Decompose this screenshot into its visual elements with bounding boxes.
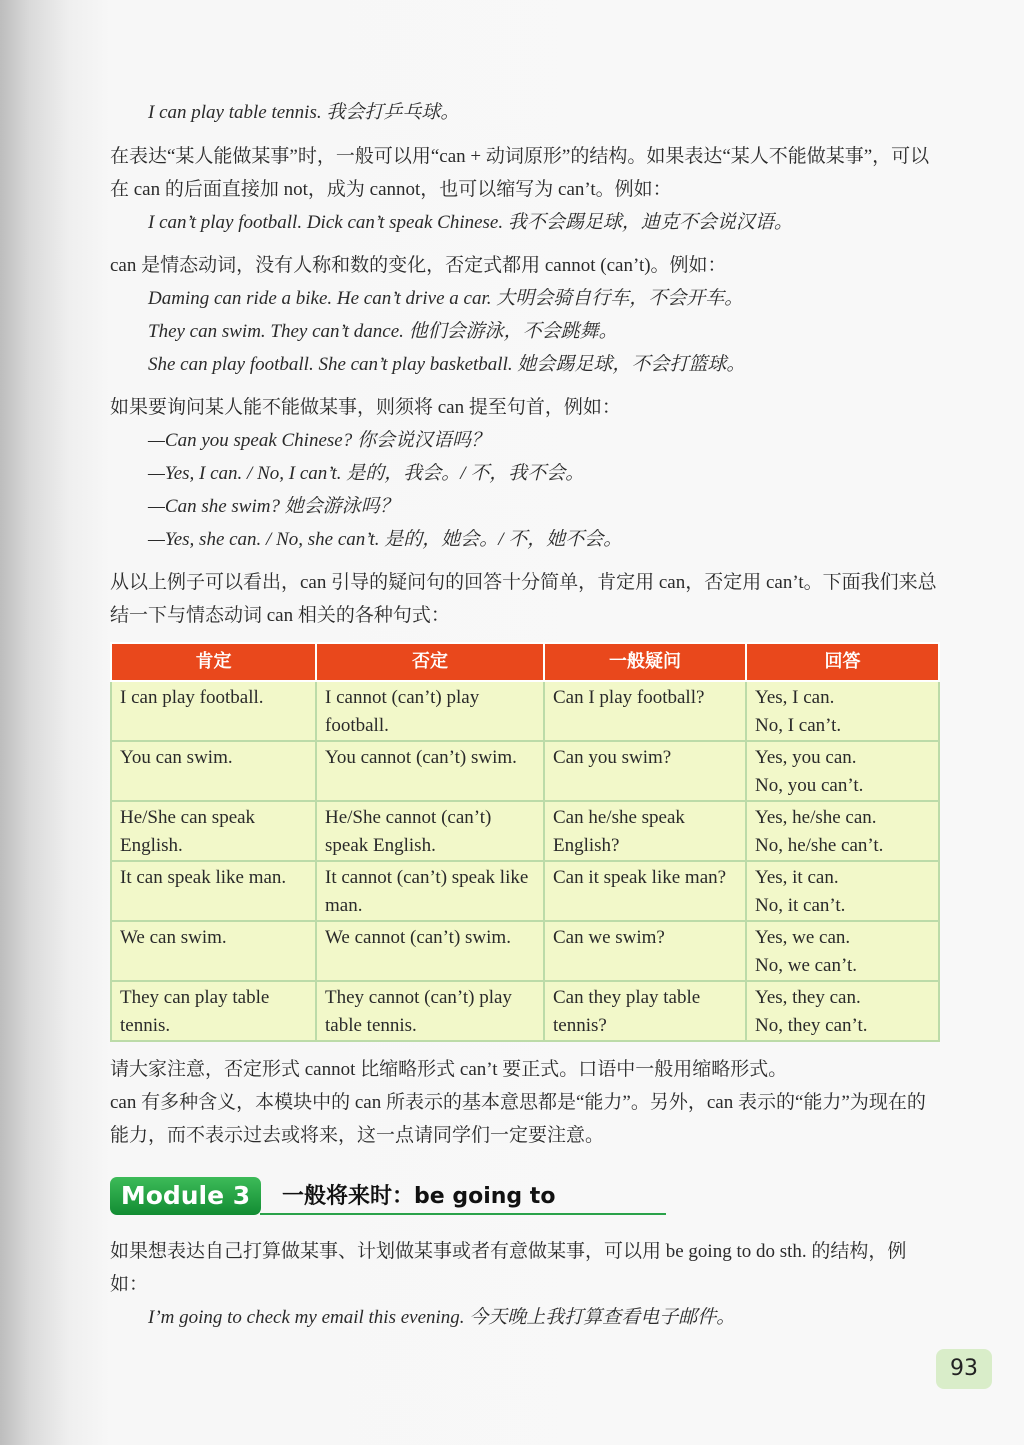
paragraph-text: 如果想表达自己打算做某事、计划做某事或者有意做某事，可以用 be going to do sth. 的结构，例如：: [110, 1241, 907, 1295]
paragraph-text: 如果要询问某人能不能做某事，则须将 can 提至句首，例如：: [110, 397, 621, 418]
table-row: [111, 801, 939, 861]
cell-answer: Yes, it can. No, it can’t.: [746, 861, 939, 921]
example-sentence: I can’t play football. Dick can’t speak Chinese. 我不会踢足球，迪克不会说汉语。: [148, 212, 793, 233]
cell-answer: Yes, they can. No, they can’t.: [746, 981, 939, 1041]
header-answer: 回答: [746, 643, 939, 681]
cell-answer: Yes, I can. No, I can’t.: [746, 681, 939, 741]
paragraph-can-structure: [110, 140, 940, 239]
cell-affirmative: I can play football.: [111, 681, 316, 741]
paragraph-be-going-to: [110, 1235, 940, 1334]
paragraph-text: can 是情态动词，没有人称和数的变化，否定式都用 cannot (can’t)。例如：: [110, 255, 727, 276]
example-sentence: I can play table tennis. 我会打乒乓球。: [148, 102, 460, 123]
cell-negative: They cannot (can’t) play table tennis.: [316, 981, 544, 1041]
cell-affirmative: We can swim.: [111, 921, 316, 981]
table-row: [111, 981, 939, 1041]
cell-negative: He/She cannot (can’t) speak English.: [316, 801, 544, 861]
cell-question: Can we swim?: [544, 921, 746, 981]
module-title: 一般将来时：be going to: [282, 1184, 556, 1209]
paragraph-notes: [110, 1053, 940, 1152]
example-dialogue-line: —Yes, she can. / No, she can’t. 是的，她会。/ 不，她不会。: [148, 529, 623, 550]
cell-question: Can they play table tennis?: [544, 981, 746, 1041]
cell-affirmative: They can play table tennis.: [111, 981, 316, 1041]
paragraph-summary-intro: [110, 566, 940, 632]
cell-affirmative: It can speak like man.: [111, 861, 316, 921]
table-row: [111, 921, 939, 981]
cell-negative: We cannot (can’t) swim.: [316, 921, 544, 981]
cell-answer: Yes, he/she can. No, he/she can’t.: [746, 801, 939, 861]
header-affirmative: 肯定: [111, 643, 316, 681]
cell-question: Can you swim?: [544, 741, 746, 801]
module-heading: [110, 1177, 666, 1219]
cell-answer: Yes, we can. No, we can’t.: [746, 921, 939, 981]
cell-question: Can it speak like man?: [544, 861, 746, 921]
paragraph-text: 在表达“某人能做某事”时，一般可以用“can + 动词原形”的结构。如果表达“某人不能做某事”，可以在 can 的后面直接加 not，成为 cannot，也可以缩写为 can’t。例如：: [110, 146, 930, 200]
paragraph-text: can 有多种含义，本模块中的 can 所表示的基本意思都是“能力”。另外，can 表示的“能力”为现在的能力，而不表示过去或将来，这一点请同学们一定要注意。: [110, 1092, 926, 1146]
module-underline: [260, 1213, 666, 1215]
paragraph-modal-verb: [110, 249, 940, 381]
paragraph-questions: [110, 391, 940, 556]
example-block: [110, 1301, 940, 1334]
intro-example: [110, 96, 978, 129]
cell-question: Can I play football?: [544, 681, 746, 741]
cell-affirmative: You can swim.: [111, 741, 316, 801]
example-sentence: I’m going to check my email this evening. 今天晚上我打算查看电子邮件。: [148, 1307, 736, 1328]
table-header-row: [111, 643, 939, 681]
example-block: [110, 424, 940, 556]
can-sentence-patterns-table: [110, 642, 940, 1042]
cell-question: Can he/she speak English?: [544, 801, 746, 861]
example-dialogue-line: —Yes, I can. / No, I can’t. 是的，我会。/ 不，我不会。: [148, 463, 585, 484]
cell-negative: You cannot (can’t) swim.: [316, 741, 544, 801]
cell-negative: I cannot (can’t) play football.: [316, 681, 544, 741]
example-dialogue-line: —Can you speak Chinese? 你会说汉语吗？: [148, 430, 490, 451]
cell-negative: It cannot (can’t) speak like man.: [316, 861, 544, 921]
example-sentence: Daming can ride a bike. He can’t drive a car. 大明会骑自行车，不会开车。: [148, 288, 744, 309]
header-negative: 否定: [316, 643, 544, 681]
example-block: [110, 206, 940, 239]
cell-affirmative: He/She can speak English.: [111, 801, 316, 861]
table-row: [111, 681, 939, 741]
header-question: 一般疑问: [544, 643, 746, 681]
example-sentence: They can swim. They can’t dance. 他们会游泳，不会跳舞。: [148, 321, 618, 342]
paragraph-text: 从以上例子可以看出，can 引导的疑问句的回答十分简单，肯定用 can，否定用 can’t。下面我们来总结一下与情态动词 can 相关的各种句式：: [110, 572, 937, 626]
module-tag: Module 3: [110, 1177, 261, 1215]
example-block: [110, 282, 940, 381]
cell-answer: Yes, you can. No, you can’t.: [746, 741, 939, 801]
example-dialogue-line: —Can she swim? 她会游泳吗？: [148, 496, 399, 517]
page-number: 93: [936, 1349, 992, 1389]
table-row: [111, 741, 939, 801]
example-sentence: She can play football. She can’t play basketball. 她会踢足球，不会打篮球。: [148, 354, 746, 375]
paragraph-text: 请大家注意，否定形式 cannot 比缩略形式 can’t 要正式。口语中一般用缩略形式。: [110, 1059, 788, 1080]
table-row: [111, 861, 939, 921]
